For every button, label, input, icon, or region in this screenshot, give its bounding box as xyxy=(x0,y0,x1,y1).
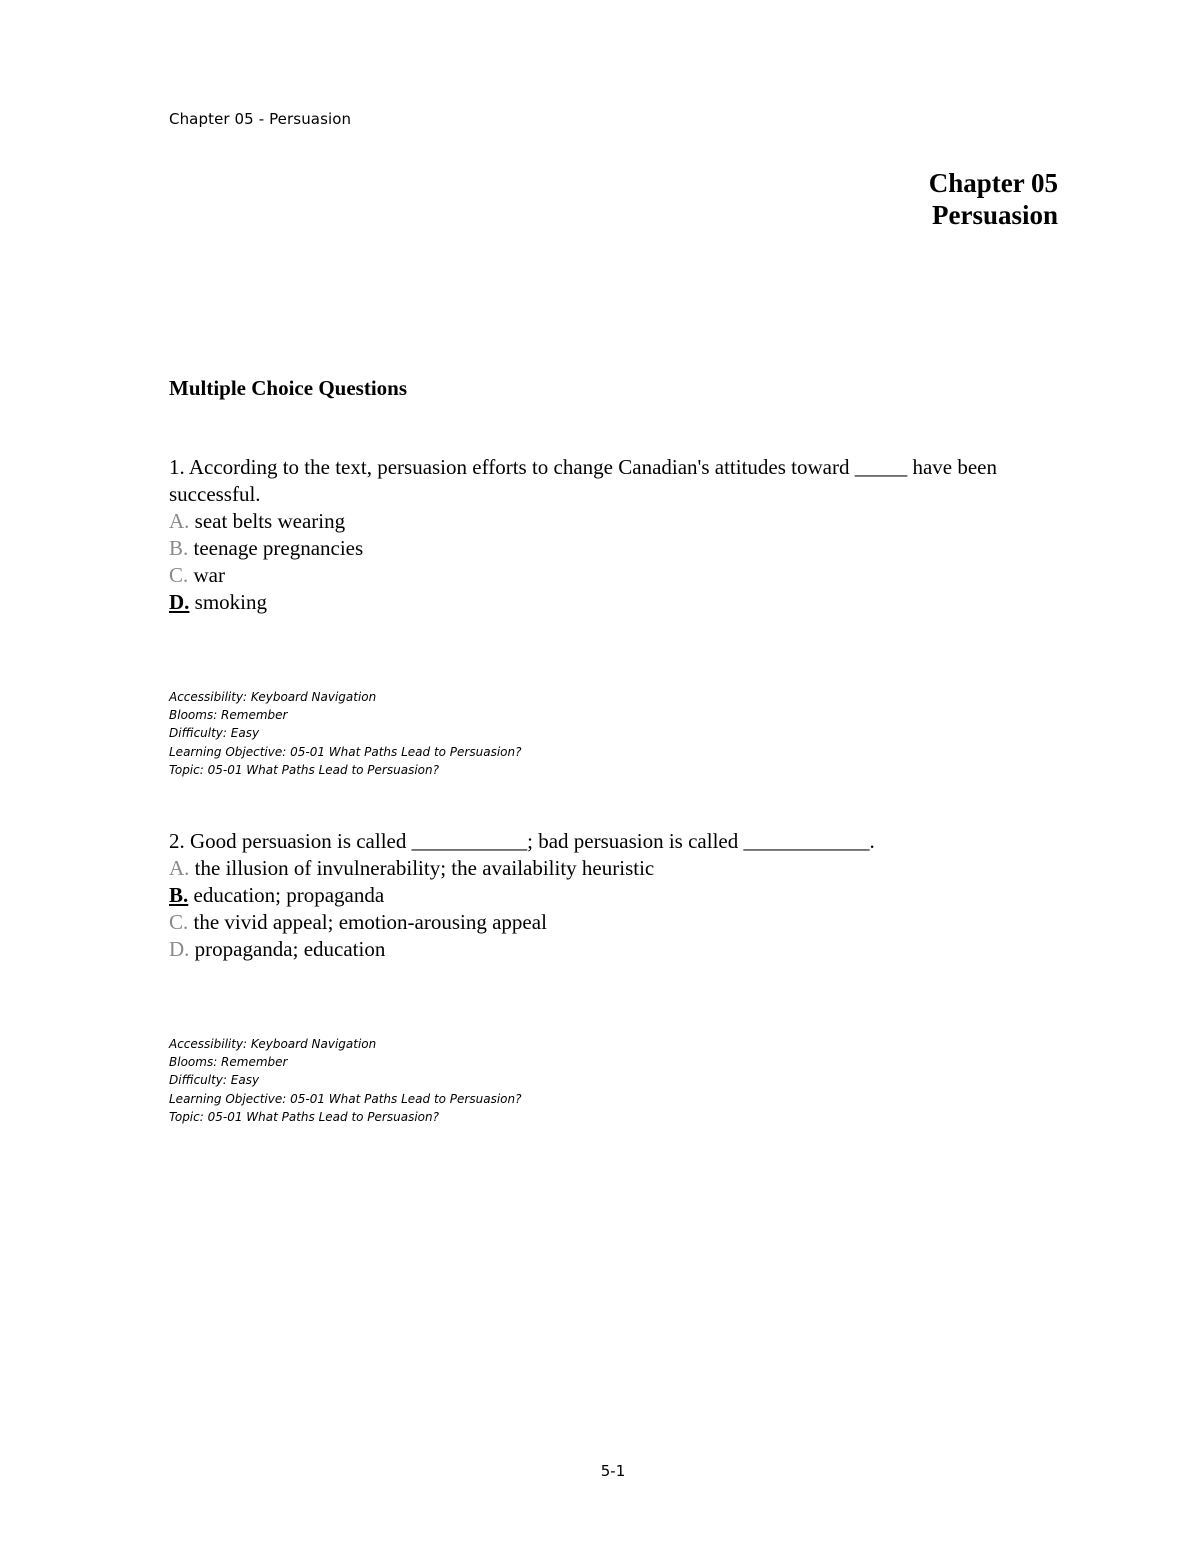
answer-option-c xyxy=(169,562,1064,589)
meta-accessibility: Accessibility: Keyboard Navigation xyxy=(169,1037,377,1051)
page-number: 5-1 xyxy=(600,1462,626,1480)
meta-blooms: Blooms: Remember xyxy=(169,1055,288,1070)
question-1 xyxy=(169,454,1064,616)
option-text: smoking xyxy=(189,590,268,614)
option-letter: D. xyxy=(169,937,190,961)
question-2-metadata xyxy=(169,1035,521,1126)
option-letter: A. xyxy=(169,509,190,533)
option-text: war xyxy=(188,563,225,587)
meta-topic: Topic: 05-01 What Paths Lead to Persuasion? xyxy=(169,1109,439,1124)
answer-option-b-correct xyxy=(169,882,1064,909)
chapter-title-block xyxy=(929,167,1058,231)
question-2 xyxy=(169,828,1064,963)
option-text: the illusion of invulnerability; the availability heuristic xyxy=(189,856,655,880)
option-letter: C. xyxy=(169,910,189,934)
question-stem: 2. Good persuasion is called ___________; bad persuasion is called ____________. xyxy=(169,829,875,853)
option-letter: B. xyxy=(169,536,189,560)
meta-topic: Topic: 05-01 What Paths Lead to Persuasion? xyxy=(169,762,439,777)
option-text: education; propaganda xyxy=(188,883,385,907)
meta-difficulty: Difficulty: Easy xyxy=(169,1073,260,1088)
meta-learning-objective: Learning Objective: 05-01 What Paths Lead to Persuasion? xyxy=(169,1091,522,1106)
option-letter: A. xyxy=(169,856,190,880)
option-text: teenage pregnancies xyxy=(188,536,364,560)
answer-option-d-correct xyxy=(169,589,1064,616)
correct-option-letter: B. xyxy=(169,883,189,907)
answer-option-b xyxy=(169,535,1064,562)
meta-blooms: Blooms: Remember xyxy=(169,708,288,723)
answer-option-a xyxy=(169,855,1064,882)
question-1-metadata xyxy=(169,688,521,779)
chapter-number-title: Chapter 05 xyxy=(928,168,1058,198)
option-text: the vivid appeal; emotion-arousing appeal xyxy=(188,910,547,934)
correct-option-letter: D. xyxy=(169,590,190,614)
answer-option-d xyxy=(169,936,1064,963)
meta-difficulty: Difficulty: Easy xyxy=(169,726,260,741)
option-text: propaganda; education xyxy=(189,937,386,961)
option-text: seat belts wearing xyxy=(189,509,346,533)
question-stem: 1. According to the text, persuasion efforts to change Canadian's attitudes toward _____ have been successful. xyxy=(169,455,998,506)
chapter-topic-title: Persuasion xyxy=(931,200,1058,230)
section-heading: Multiple Choice Questions xyxy=(169,376,408,400)
answer-option-a xyxy=(169,508,1064,535)
answer-option-c xyxy=(169,909,1064,936)
meta-learning-objective: Learning Objective: 05-01 What Paths Lead to Persuasion? xyxy=(169,744,522,759)
running-header: Chapter 05 - Persuasion xyxy=(169,110,352,128)
meta-accessibility: Accessibility: Keyboard Navigation xyxy=(169,690,377,704)
option-letter: C. xyxy=(169,563,189,587)
